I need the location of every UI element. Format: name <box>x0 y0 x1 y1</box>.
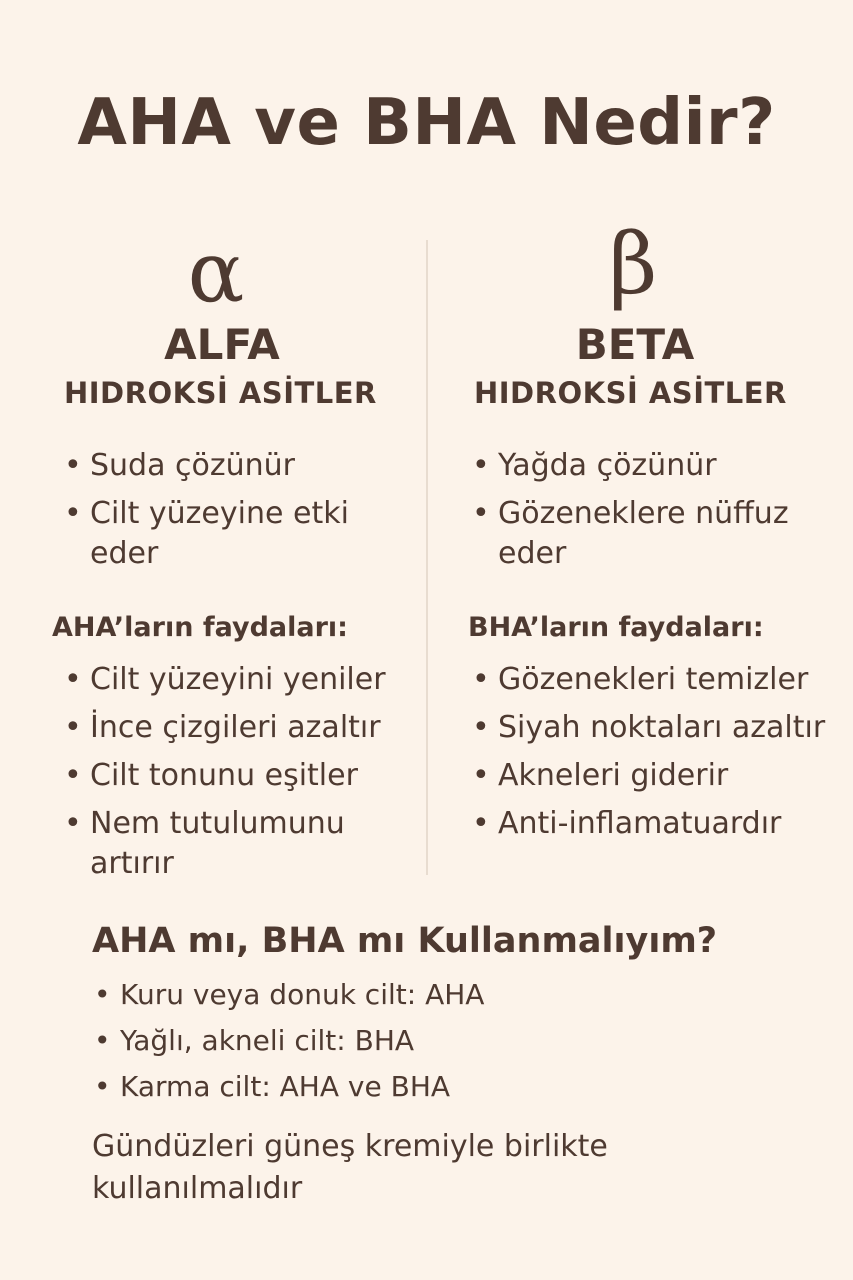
list-item: • Gözeneklere nüffuz eder <box>470 494 850 574</box>
alpha-symbol: α <box>187 223 245 321</box>
list-item: • Suda çözünür <box>62 446 407 486</box>
beta-properties <box>470 446 850 582</box>
list-item: • Cilt tonunu eşitler <box>62 756 412 796</box>
list-item: • Yağda çözünür <box>470 446 850 486</box>
list-item: • Siyah noktaları azaltır <box>470 708 853 748</box>
list-item: • İnce çizgileri azaltır <box>62 708 412 748</box>
alpha-benefits-title: AHA’ların faydaları: <box>52 612 348 643</box>
usage-title: AHA mı, BHA mı Kullanmalıyım? <box>92 921 718 961</box>
list-item: • Yağlı, akneli cilt: BHA <box>92 1022 812 1060</box>
beta-symbol: β <box>608 215 658 313</box>
page-title: AHA ve BHA Nedir? <box>77 86 776 160</box>
list-item: • Nem tutulumunu artırır <box>62 804 412 884</box>
list-item: • Cilt yüzeyini yeniler <box>62 660 412 700</box>
list-item: • Gözenekleri temizler <box>470 660 853 700</box>
beta-benefits-title: BHA’ların faydaları: <box>468 612 764 643</box>
alpha-subname: HIDROKSİ ASİTLER <box>64 376 377 410</box>
alpha-name: ALFA <box>164 320 280 369</box>
alpha-benefits <box>62 660 412 892</box>
alpha-properties <box>62 446 407 582</box>
usage-list <box>92 976 812 1106</box>
list-item: • Karma cilt: AHA ve BHA <box>92 1068 812 1106</box>
beta-subname: HIDROKSİ ASİTLER <box>474 376 787 410</box>
column-divider <box>426 240 428 875</box>
list-item: • Cilt yüzeyine etki eder <box>62 494 407 574</box>
usage-note: Gündüzleri güneş kremiyle birlikte kullanılmalıdır <box>92 1129 608 1206</box>
beta-name: BETA <box>575 320 695 369</box>
beta-benefits <box>470 660 853 852</box>
list-item: • Anti-inflamatuardır <box>470 804 853 844</box>
list-item: • Akneleri giderir <box>470 756 853 796</box>
usage-section <box>92 916 812 1210</box>
list-item: • Kuru veya donuk cilt: AHA <box>92 976 812 1014</box>
